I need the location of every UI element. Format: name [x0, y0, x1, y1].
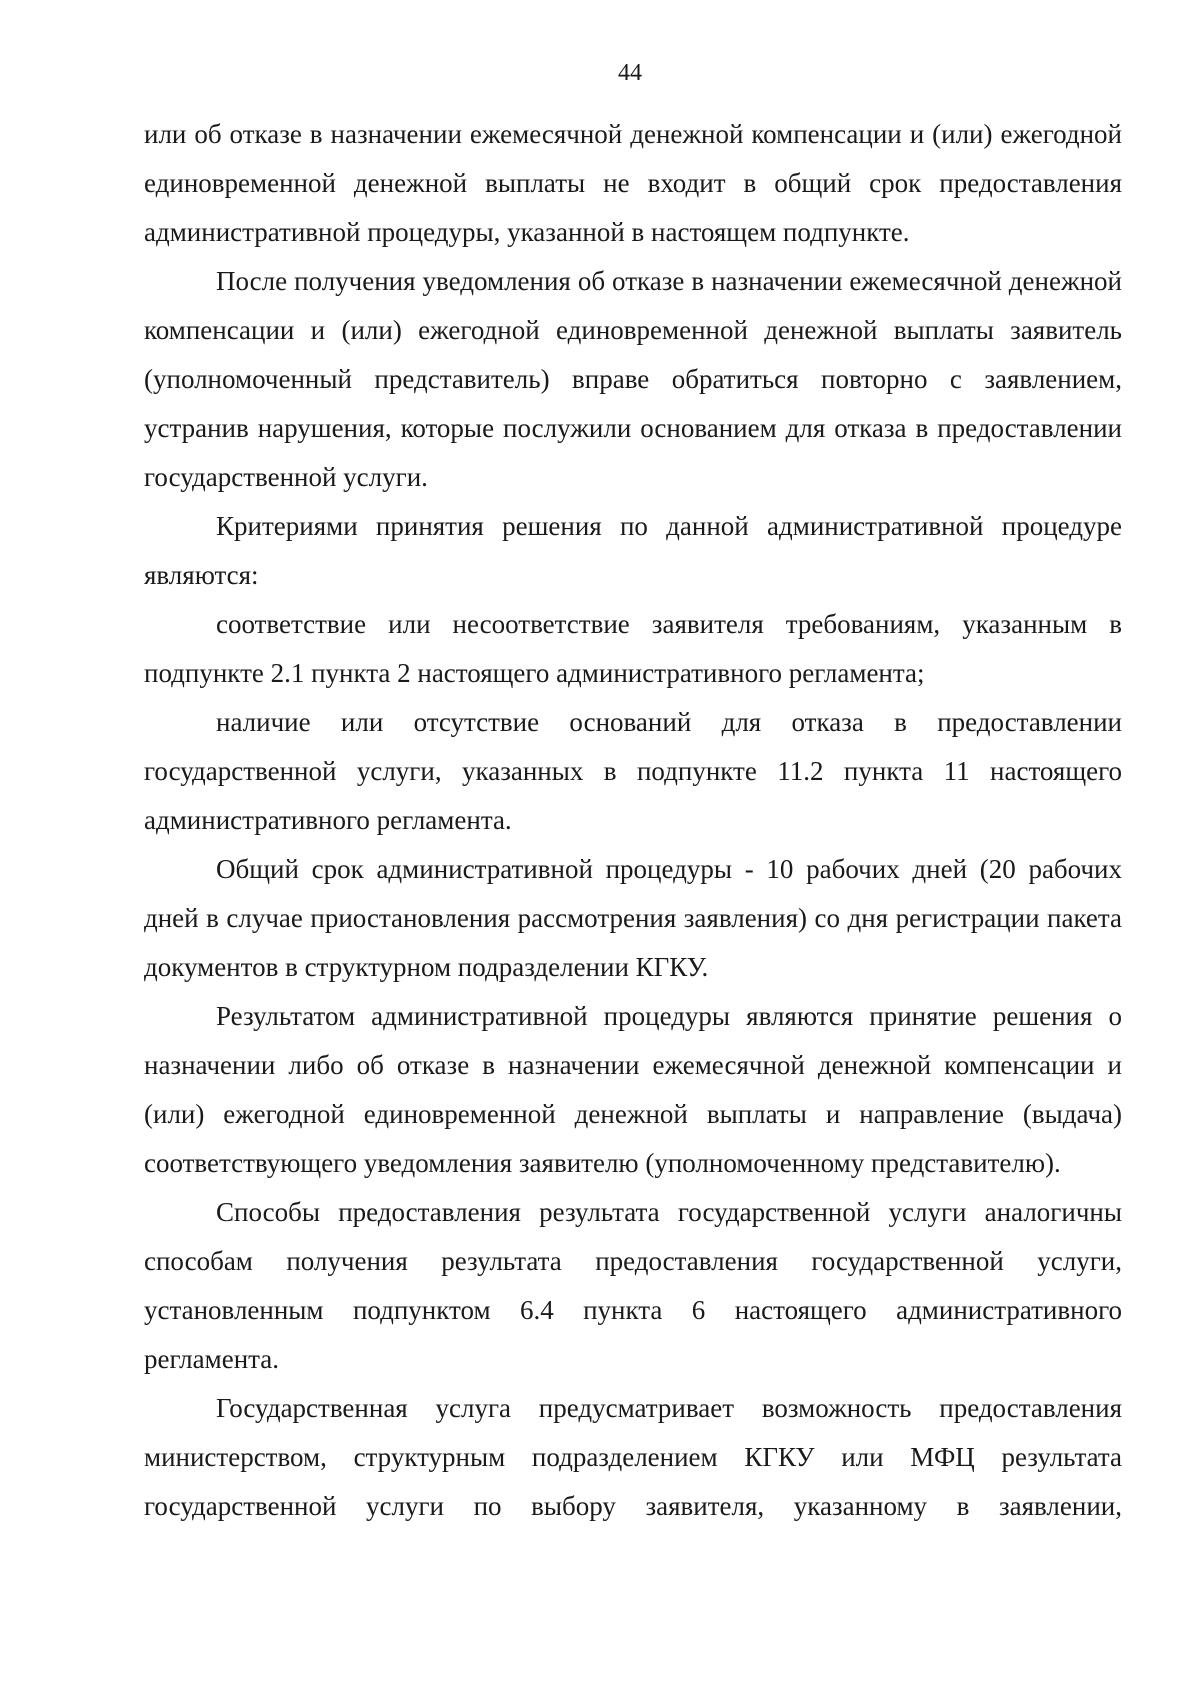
paragraph-total-term: Общий срок административной процедуры - 10 рабочих дней (20 рабочих дней в случае приостановления рассмотрения заявления) со дня регистрации пакета документов в структурном подразделении КГКУ.	[144, 854, 1122, 982]
paragraph-criterion-compliance: соответствие или несоответствие заявителя требованиям, указанным в подпункте 2.1 пункта 2 настоящего административного регламента;	[144, 609, 1122, 688]
paragraph-result-methods: Способы предоставления результата государственной услуги аналогичны способам получения результата предоставления государственной услуги, установленным подпунктом 6.4 пункта 6 настоящего административного регламента.	[144, 1197, 1122, 1374]
paragraph-decision-criteria: Критериями принятия решения по данной административной процедуре являются:	[144, 511, 1122, 590]
page-number: 44	[618, 60, 642, 86]
paragraph-continuation: или об отказе в назначении ежемесячной денежной компенсации и (или) ежегодной единовременной денежной выплаты не входит в общий срок предоставления административной процедуры, указанной в настоящем подпункте.	[144, 119, 1122, 247]
paragraph-refusal-notice: После получения уведомления об отказе в назначении ежемесячной денежной компенсации и (или) ежегодной единовременной денежной выплаты заявитель (уполномоченный представитель) вправе обратиться повторно с заявлением, устранив нарушения, которые послужили основанием для отказа в предоставлении государственной услуги.	[144, 266, 1122, 492]
paragraph-criterion-grounds: наличие или отсутствие оснований для отказа в предоставлении государственной услуги, указанных в подпункте 11.2 пункта 11 настоящего административного регламента.	[144, 707, 1122, 835]
document-body	[144, 110, 1122, 1531]
paragraph-procedure-result: Результатом административной процедуры являются принятие решения о назначении либо об отказе в назначении ежемесячной денежной компенсации и (или) ежегодной единовременной денежной выплаты и направление (выдача) соответствующего уведомления заявителю (уполномоченному представителю).	[144, 1001, 1122, 1178]
paragraph-service-delivery: Государственная услуга предусматривает возможность предоставления министерством, структурным подразделением КГКУ или МФЦ результата государственной услуги по выбору заявителя, указанному в заявлении,	[144, 1393, 1122, 1521]
